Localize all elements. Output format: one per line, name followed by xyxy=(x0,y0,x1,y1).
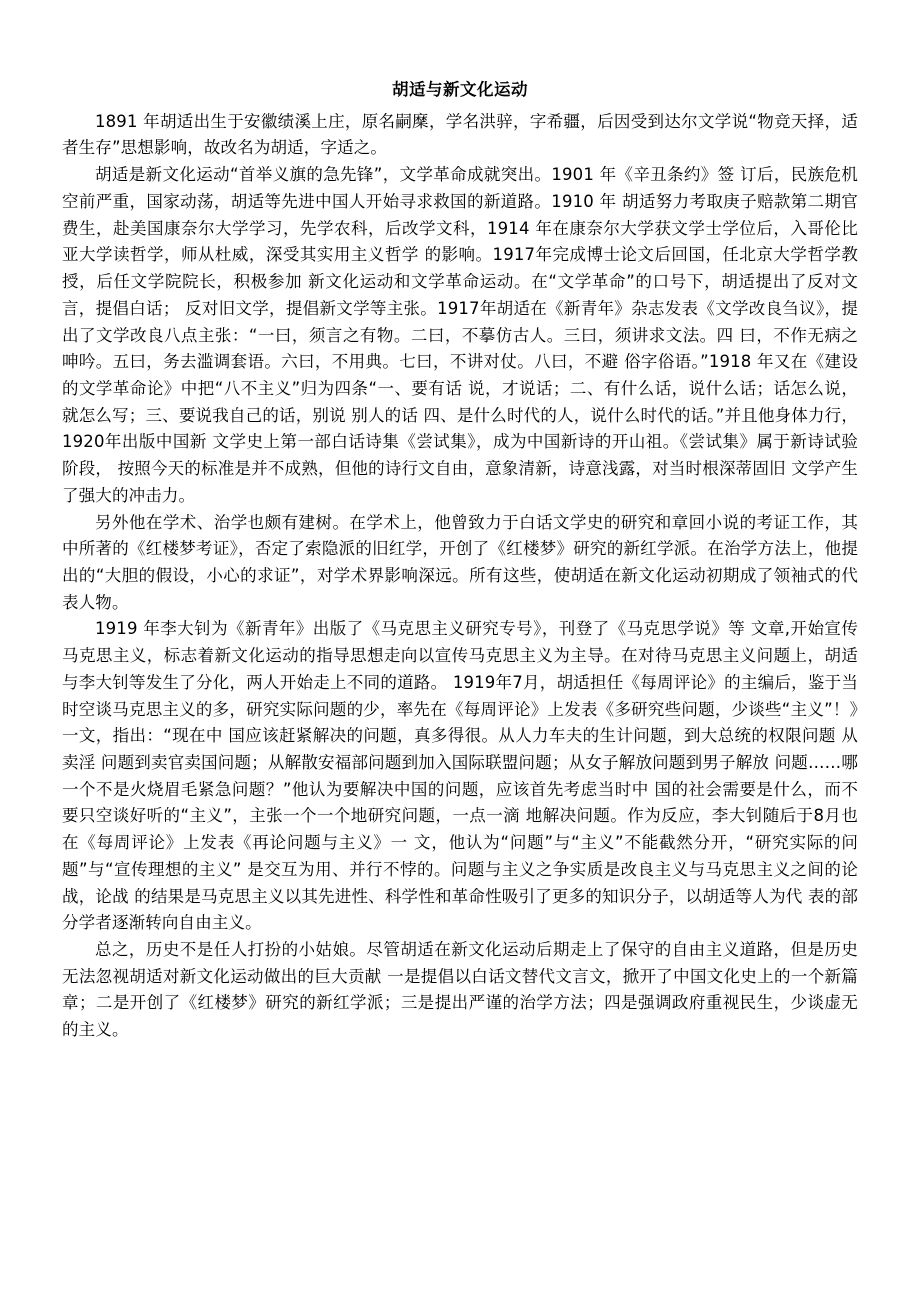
paragraph-5: 总之，历史不是任人打扮的小姑娘。尽管胡适在新文化运动后期走上了保守的自由主义道路，但是历史无法忽视胡适对新文化运动做出的巨大贡献 一是提倡以白话文替代文言文，掀开了中国文化史上的一个新篇章；二是开创了《红楼梦》研究的新红学派；三是提出严谨的治学方法；四是强调政府重视民生，少谈虚无的主义。 xyxy=(62,940,858,1040)
paragraph-4: 1919 年李大钊为《新青年》出版了《马克思主义研究专号》，刊登了《马克思学说》等 文章,开始宣传马克思主义，标志着新文化运动的指导思想走向以宣传马克思主义为主导。在对待马克思主义问题上，胡适与李大钊等发生了分化，两人开始走上不同的道路。 1919年7月，胡适担任《每周评论》的主编后，鉴于当时空谈马克思主义的多，研究实际问题的少，率先在《每周评论》上发表《多研究些问题，少谈些“主义”！》一文，指出：“现在中 国应该赶紧解决的问题，真多得很。从人力车夫的生计问题，到大总统的权限问题 从卖淫 问题到卖官卖国问题；从解散安福部问题到加入国际联盟问题；从女子解放问题到男子解放 问题……哪一个不是火烧眉毛紧急问题？”他认为要解决中国的问题，应该首先考虑当时中 国的社会需要是什么，而不要只空谈好听的“主义”，主张一个一个地研究问题，一点一滴 地解决问题。作为反应，李大钊随后于8月也在《每周评论》上发表《再论问题与主义》一 文，他认为“问题”与“主义”不能截然分开，“研究实际的问题”与“宣传理想的主义” 是交互为用、并行不悖的。问题与主义之争实质是改良主义与马克思主义之间的论战，论战 的结果是马克思主义以其先进性、科学性和革命性吸引了更多的知识分子，以胡适等人为代 表的部分学者逐渐转向自由主义。 xyxy=(62,619,858,933)
paragraph-1: 1891 年胡适出生于安徽绩溪上庄，原名嗣穈，学名洪骍，字希疆，后因受到达尔文学说“物竞天择，适者生存”思想影响，故改名为胡适，字适之。 xyxy=(62,111,858,158)
paragraph-2: 胡适是新文化运动“首举义旗的急先锋”，文学革命成就突出。1901 年《辛丑条约》签 订后，民族危机空前严重，国家动荡，胡适等先进中国人开始寻求救国的新道路。1910 年 胡适努力考取庚子赔款第二期官费生，赴美国康奈尔大学学习，先学农科，后改学文科，1914 年在康奈尔大学获文学士学位后，入哥伦比亚大学读哲学，师从杜威，深受其实用主义哲学 的影响。1917年完成博士论文后回国，任北京大学哲学教授，后任文学院院长，积极参加 新文化运动和文学革命运动。在“文学革命”的口号下，胡适提出了反对文言，提倡白话； 反对旧文学，提倡新文学等主张。1917年胡适在《新青年》杂志发表《文学改良刍议》，提 出了文学改良八点主张：“一曰，须言之有物。二曰，不摹仿古人。三曰，须讲求文法。四 曰，不作无病之呻吟。五曰，务去滥调套语。六曰，不用典。七曰，不讲对仗。八曰，不避 俗字俗语。”1918 年又在《建设的文学革命论》中把“八不主义”归为四条“一、要有话 说，才说话；二、有什么话，说什么话；话怎么说，就怎么写；三、要说我自己的话，别说 别人的话 四、是什么时代的人，说什么时代的话。”并且他身体力行，1920年出版中国新 文学史上第一部白话诗集《尝试集》，成为中国新诗的开山祖。《尝试集》属于新诗试验阶段， 按照今天的标准是并不成熟，但他的诗行文自由，意象清新，诗意浅露，对当时根深蒂固旧 文学产生了强大的冲击力。 xyxy=(62,165,858,505)
page-title: 胡适与新文化运动 xyxy=(392,80,528,99)
paragraph-3: 另外他在学术、治学也颇有建树。在学术上，他曾致力于白话文学史的研究和章回小说的考证工作，其中所著的《红楼梦考证》，否定了索隐派的旧红学，开创了《红楼梦》研究的新红学派。在治学方法上，他提出的“大胆的假设，小心的求证”，对学术界影响深远。所有这些，使胡适在新文化运动初期成了领袖式的代表人物。 xyxy=(62,512,858,612)
